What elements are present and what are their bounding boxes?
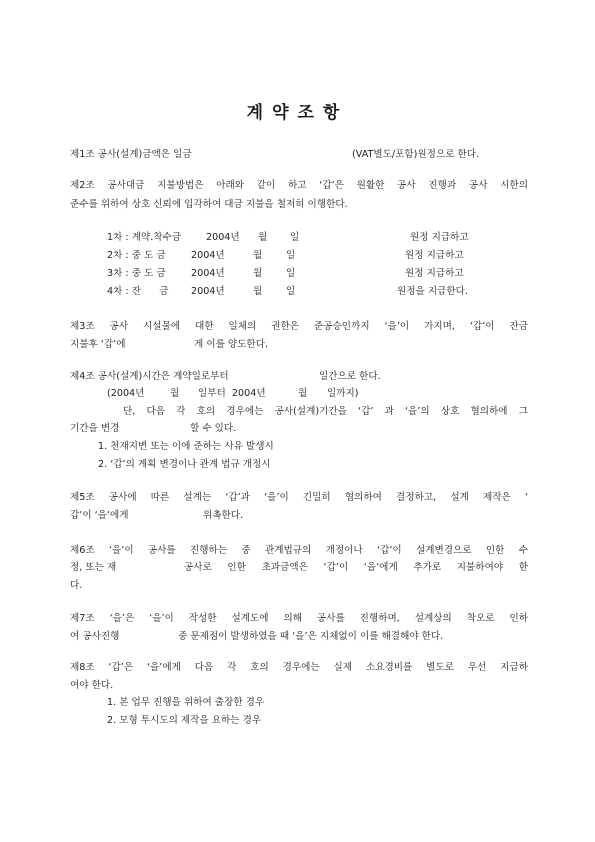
payment-month: 월 xyxy=(253,286,263,297)
payment-label: 2차 : 중 도 금 xyxy=(107,250,166,261)
article-5-line-1: 제5조 공사에 따른 설계는 ‘갑’과 ‘을’이 긴밀히 협의하여 결정하고, 설계 제작은 ‘ xyxy=(70,492,528,503)
period-start-month: 월 xyxy=(170,388,180,399)
article-3-line-2: 지불후 ‘갑’에 xyxy=(70,339,126,350)
period-end-day: 일까지) xyxy=(327,388,359,399)
article-5-line-2-end: 위촉한다. xyxy=(203,510,244,521)
payment-month: 월 xyxy=(258,232,268,243)
payment-tail: 원정 지급하고 xyxy=(405,268,464,279)
period-end-month: 월 xyxy=(298,388,308,399)
article-1-text: 제1조 공사(설계)금액은 일금 xyxy=(70,149,192,160)
article-4-line-3: 단, 다음 각 호의 경우에는 공사(설계)기간을 ‘갑’ 과 ‘을’의 상호 협의하에 그 xyxy=(123,406,528,417)
payment-month: 월 xyxy=(253,250,263,261)
document-title: 계약조항 xyxy=(246,103,349,123)
payment-year: 2004년 xyxy=(191,268,225,279)
article-4-line-4-end: 할 수 있다. xyxy=(190,423,237,434)
list-item: 1. 천재지변 또는 이에 준하는 사유 발생시 xyxy=(98,441,274,452)
article-5-line-2: 갑’이 ‘을’에게 xyxy=(70,510,129,521)
payment-month: 월 xyxy=(253,268,263,279)
list-item: 1. 본 업무 진행을 위하여 출장한 경우 xyxy=(107,697,265,708)
article-7-line-2: 여 공사진행 xyxy=(70,631,120,642)
payment-year: 2004년 xyxy=(191,250,225,261)
payment-tail: 원정을 지급한다. xyxy=(397,286,468,297)
payment-tail: 원정 지급하고 xyxy=(410,232,469,243)
article-1-vat-text: (VAT별도/포함)원정으로 한다. xyxy=(352,149,480,160)
article-6-line-2-end: 공사로 인한 초과금액은 ‘갑’이 ‘을’에게 추가로 지불하여야 한 xyxy=(184,562,528,573)
list-item: 2. ‘갑’의 계획 변경이나 관계 법규 개정시 xyxy=(98,459,271,470)
list-item: 2. 모형 투시도의 제작을 요하는 경우 xyxy=(107,715,262,726)
period-start-year: (2004년 xyxy=(107,388,145,399)
payment-tail: 원정 지급하고 xyxy=(405,250,464,261)
article-8-line-2: 여야 한다. xyxy=(70,680,114,691)
payment-label: 3차 : 중 도 금 xyxy=(107,268,166,279)
payment-day: 일 xyxy=(286,268,296,279)
article-4-line-1: 제4조 공사(설계)시간은 계약일로부터 xyxy=(70,371,229,382)
article-7-line-1: 제7조 ‘을’은 ‘을’이 작성한 설계도에 의해 공사를 진행하며, 설계상의 착오로 인하 xyxy=(70,613,528,624)
payment-year: 2004년 xyxy=(206,232,240,243)
article-6-line-3: 다. xyxy=(70,580,83,591)
article-8-line-1: 제8조 ‘갑’은 ‘을’에게 다음 각 호의 경우에는 실제 소요경비를 별도로 우선 지급하 xyxy=(70,662,528,673)
payment-label: 1차 : 계약.착수금 xyxy=(107,232,182,243)
article-6-line-1: 제6조 ‘을’이 공사를 진행하는 중 관계법규의 개정이나 ‘갑’이 설계변경으로 인한 수 xyxy=(70,545,528,556)
article-4-line-4: 기간을 변경 xyxy=(70,423,120,434)
article-6-line-2: 정, 또는 재 xyxy=(70,562,117,573)
payment-year: 2004년 xyxy=(191,286,225,297)
payment-label: 4차 : 잔 금 xyxy=(107,286,169,297)
article-2-line-1: 제2조 공사대금 지불방법은 아래와 같이 하고 ‘갑’은 원활한 공사 진행과 공사 시한의 xyxy=(70,180,528,191)
payment-day: 일 xyxy=(290,232,300,243)
article-3-line-2-end: 게 이를 양도한다. xyxy=(194,339,269,350)
article-7-line-2-end: 중 문제점이 발생하였을 때 ‘을’은 지체없이 이를 해결해야 한다. xyxy=(178,631,444,642)
article-2-line-2: 준수를 위하여 상호 신뢰에 입각하여 대금 지불을 철저히 이행한다. xyxy=(70,199,348,210)
article-3-line-1: 제3조 공사 시설물에 대한 일체의 권한은 준공승인까지 ‘을’이 가지며, ‘갑’이 잔금 xyxy=(70,321,528,332)
period-end-year: 일부터 2004년 xyxy=(198,388,266,399)
payment-day: 일 xyxy=(286,286,296,297)
article-4-line-1-end: 일간으로 한다. xyxy=(319,371,381,382)
payment-day: 일 xyxy=(286,250,296,261)
